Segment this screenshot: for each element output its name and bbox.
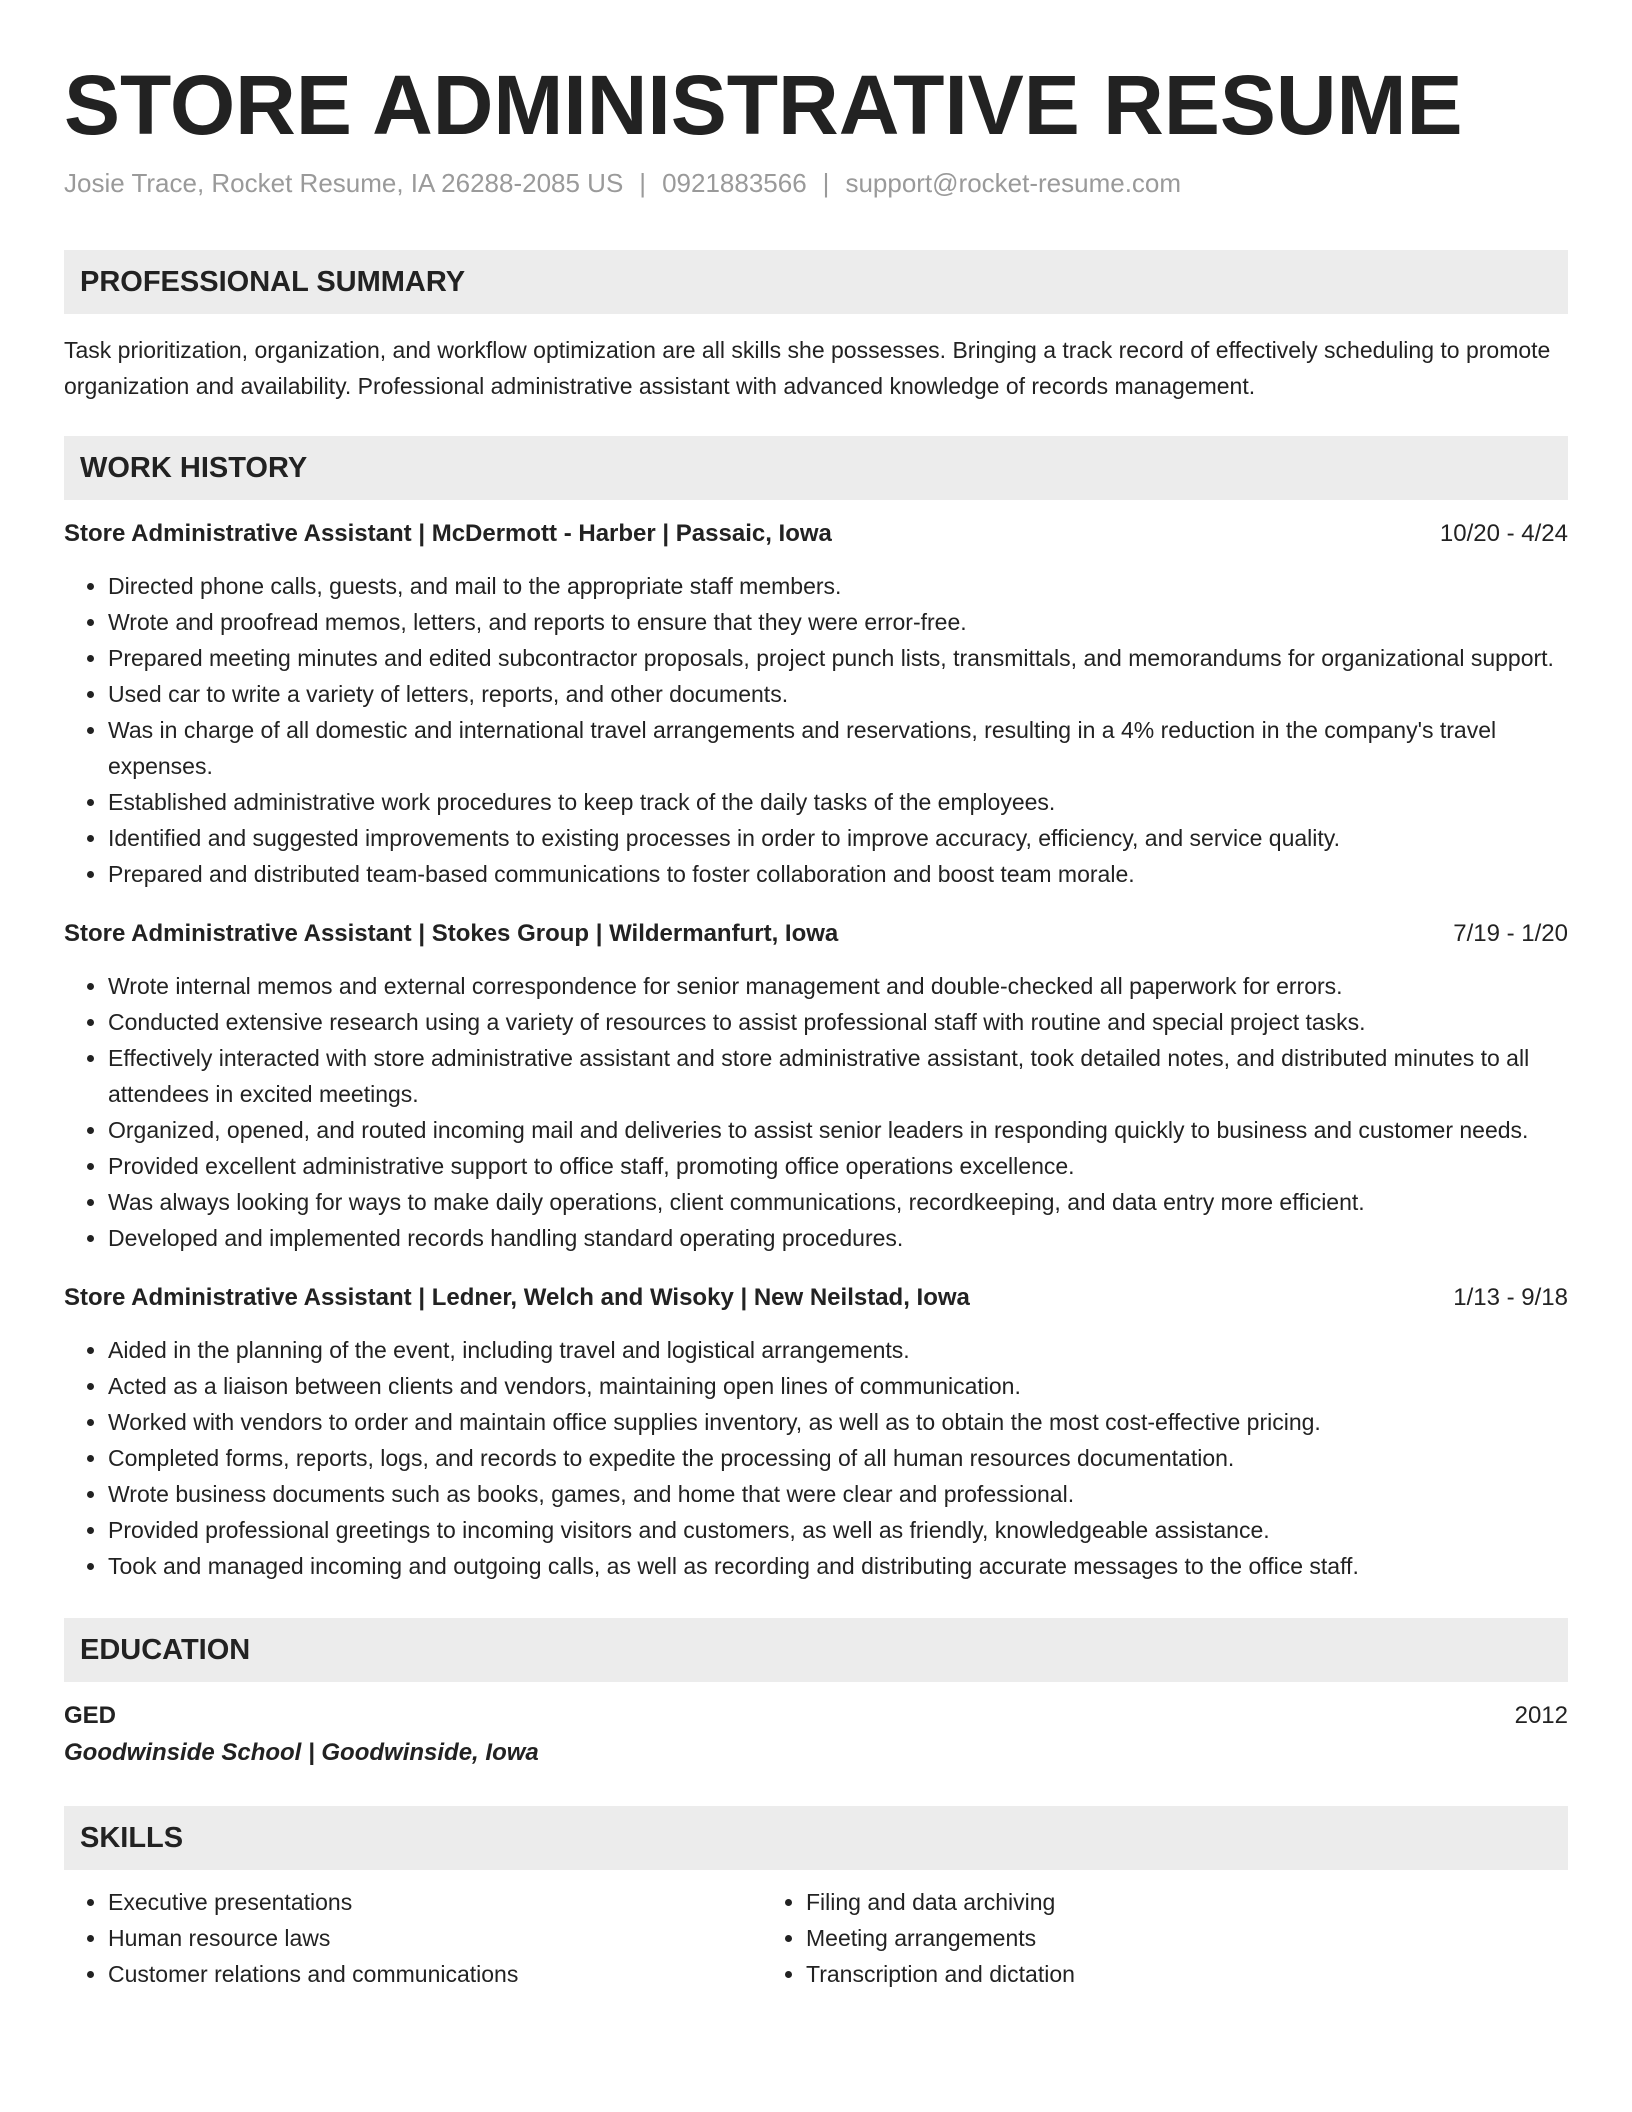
section-header-education: EDUCATION [64,1618,1568,1682]
job-header [64,916,1568,952]
education-year: 2012 [1514,1702,1568,1729]
job-bullet: • Prepared and distributed team-based communications to foster collaboration and boost team morale. [108,856,1568,892]
section-header-summary: PROFESSIONAL SUMMARY [64,250,1568,314]
job-bullet: • Was always looking for ways to make daily operations, client communications, recordkeeping, and data entry more efficient. [108,1184,1568,1220]
job-title: Store Administrative Assistant | Stokes Group | Wildermanfurt, Iowa [64,920,839,947]
skill-item: • Customer relations and communications [108,1956,762,1992]
job-bullet: • Provided excellent administrative support to office staff, promoting office operations excellence. [108,1148,1568,1184]
contact-line [64,166,1568,200]
summary-text: Task prioritization, organization, and workflow optimization are all skills she possesses. Bringing a track record of effectively scheduling to promote organization and availability. Professional administrative assistant with advanced knowledge of records management. [64,337,1551,399]
job-bullet: • Provided professional greetings to incoming visitors and customers, as well as friendly, knowledgeable assistance. [108,1512,1568,1548]
job-bullets [64,968,1568,1256]
job-bullet: • Conducted extensive research using a variety of resources to assist professional staff with routine and special project tasks. [108,1004,1568,1040]
job-bullet: • Was in charge of all domestic and international travel arrangements and reservations, resulting in a 4% reduction in the company's travel expenses. [108,712,1568,784]
job-dates: 1/13 - 9/18 [1453,1284,1568,1311]
job-dates: 10/20 - 4/24 [1439,520,1568,547]
education-degree: GED [64,1702,117,1729]
resume-title: STORE ADMINISTRATIVE RESUME [64,58,1463,152]
contact-phone: 0921883566 [662,168,807,198]
section-header-work-history: WORK HISTORY [64,436,1568,500]
job-bullet: • Used car to write a variety of letters, reports, and other documents. [108,676,1568,712]
education-entry [64,1698,1568,1772]
skills-column-right [762,1884,1568,1992]
job-bullet: • Completed forms, reports, logs, and records to expedite the processing of all human resources documentation. [108,1440,1568,1476]
job-bullets [64,568,1568,892]
job-header [64,516,1568,552]
job-bullet: • Worked with vendors to order and maintain office supplies inventory, as well as to obtain the most cost-effective pricing. [108,1404,1568,1440]
contact-separator: | [822,168,830,198]
job-bullet: • Wrote internal memos and external correspondence for senior management and double-checked all paperwork for errors. [108,968,1568,1004]
job-entry [64,1280,1568,1584]
job-bullet: • Acted as a liaison between clients and vendors, maintaining open lines of communication. [108,1368,1568,1404]
job-bullet: • Directed phone calls, guests, and mail to the appropriate staff members. [108,568,1568,604]
job-bullets [64,1332,1568,1584]
contact-email: support@rocket-resume.com [845,168,1182,198]
contact-separator: | [639,168,647,198]
education-header [64,1698,1568,1734]
job-title: Store Administrative Assistant | McDermott - Harber | Passaic, Iowa [64,520,832,547]
section-header-skills: SKILLS [64,1806,1568,1870]
job-bullet: • Identified and suggested improvements to existing processes in order to improve accuracy, efficiency, and service quality. [108,820,1568,856]
job-bullet: • Organized, opened, and routed incoming mail and deliveries to assist senior leaders in responding quickly to business and customer needs. [108,1112,1568,1148]
job-bullet: • Wrote business documents such as books, games, and home that were clear and professional. [108,1476,1568,1512]
contact-address: Josie Trace, Rocket Resume, IA 26288-2085 US [64,168,624,198]
skill-item: • Meeting arrangements [806,1920,1568,1956]
education-school: Goodwinside School | Goodwinside, Iowa [64,1739,539,1766]
job-bullet: • Prepared meeting minutes and edited subcontractor proposals, project punch lists, transmittals, and memorandums for organizational support. [108,640,1568,676]
job-bullet: • Effectively interacted with store administrative assistant and store administrative assistant, took detailed notes, and distributed minutes to all attendees in excited meetings. [108,1040,1568,1112]
job-title: Store Administrative Assistant | Ledner, Welch and Wisoky | New Neilstad, Iowa [64,1284,970,1311]
job-bullet: • Developed and implemented records handling standard operating procedures. [108,1220,1568,1256]
job-entry [64,516,1568,892]
skill-item: • Executive presentations [108,1884,762,1920]
job-bullet: • Aided in the planning of the event, including travel and logistical arrangements. [108,1332,1568,1368]
job-entry [64,916,1568,1256]
skill-item: • Transcription and dictation [806,1956,1568,1992]
skill-item: • Human resource laws [108,1920,762,1956]
job-bullet: • Wrote and proofread memos, letters, and reports to ensure that they were error-free. [108,604,1568,640]
skills-column-left [64,1884,762,1992]
job-bullet: • Established administrative work procedures to keep track of the daily tasks of the employees. [108,784,1568,820]
resume-page [64,0,1568,1992]
skill-item: • Filing and data archiving [806,1884,1568,1920]
job-dates: 7/19 - 1/20 [1453,920,1568,947]
skills-list [64,1884,1568,1992]
job-bullet: • Took and managed incoming and outgoing calls, as well as recording and distributing accurate messages to the office staff. [108,1548,1568,1584]
job-header [64,1280,1568,1316]
